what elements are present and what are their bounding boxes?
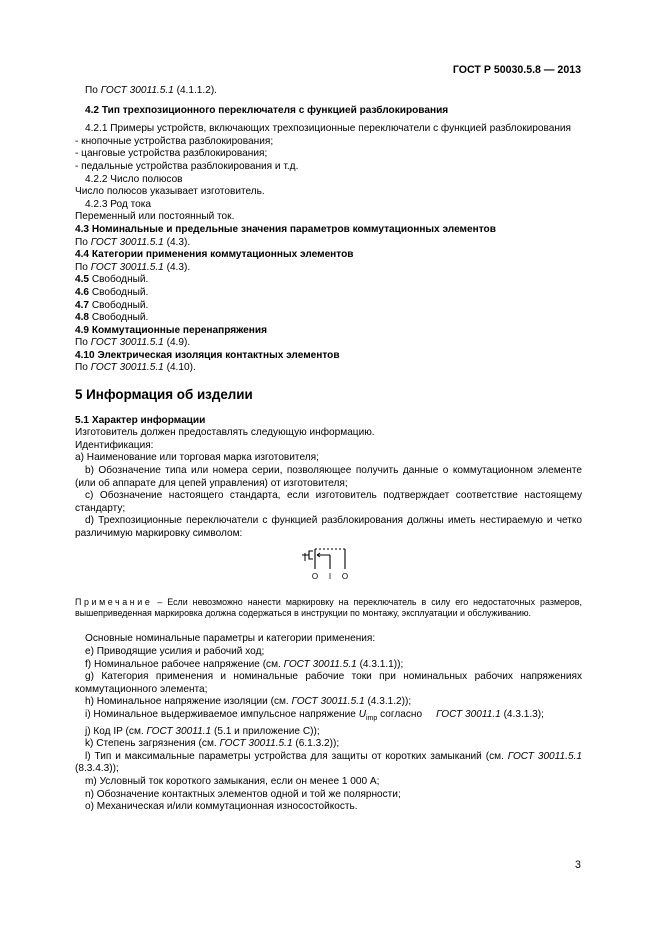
list-item-c: c) Обозначение настоящего стандарта, если изготовитель подтверждает соответствие настоящему стандарту; <box>75 490 582 514</box>
heading-4-3: 4.3 Номинальные и предельные значения параметров коммутационных элементов <box>75 223 496 235</box>
text: (4.3). <box>163 236 191 248</box>
list-item-f <box>75 659 582 672</box>
label-off-right: O <box>341 571 348 581</box>
list-item-i <box>75 709 582 726</box>
paragraph <box>75 237 582 250</box>
paragraph <box>75 262 582 275</box>
list-item-d: d) Трехпозиционные переключатели с функцией разблокирования должны иметь нестираемую и четко различимую маркировку символом: <box>75 515 582 539</box>
list-item-l <box>75 751 582 776</box>
push-button-icon <box>302 551 313 561</box>
paragraph: Идентификация: <box>75 439 154 451</box>
label-on: I <box>328 571 331 581</box>
list-item-e: e) Приводящие усилия и рабочий ход; <box>85 646 265 657</box>
text: l) Тип и максимальные параметры устройства для защиты от коротких замыканий (см. <box>85 750 508 762</box>
paragraph: Переменный или постоянный ток. <box>75 211 235 223</box>
paragraph <box>75 85 582 98</box>
text: Свободный. <box>89 312 149 324</box>
clause-number: 4.8 <box>75 312 90 324</box>
text: (6.1.3.2)); <box>292 738 340 750</box>
heading-4-2-3: 4.2.3 Род тока <box>85 198 152 210</box>
heading-4-2-2: 4.2.2 Число полюсов <box>85 173 183 185</box>
standard-reference: ГОСТ 30011.5.1 <box>291 696 365 708</box>
section-5-title: 5 Информация об изделии <box>75 387 253 403</box>
heading-5-1: 5.1 Характер информации <box>75 414 206 426</box>
paragraph: Число полюсов указывает изготовитель. <box>75 186 265 198</box>
paragraph-4-5 <box>75 274 582 287</box>
document-body <box>75 85 582 814</box>
text: согласно <box>377 708 437 720</box>
list-item: - педальные устройства разблокирования и т.д. <box>75 160 299 172</box>
text: Свободный. <box>89 274 149 286</box>
paragraph-4-7 <box>75 300 582 313</box>
subscript: imp <box>366 714 378 722</box>
list-item: - цанговые устройства разблокирования; <box>75 148 268 160</box>
standard-reference: ГОСТ 30011.5.1 <box>100 85 174 96</box>
paragraph-4-6 <box>75 287 582 300</box>
document-header: ГОСТ Р 50030.5.8 — 2013 <box>452 64 581 76</box>
clause-number: 4.7 <box>75 299 90 311</box>
standard-reference: ГОСТ 30011.5.1 <box>90 362 164 374</box>
text: По <box>75 337 91 349</box>
text: j) Код IP (см. <box>85 725 147 737</box>
text: По <box>75 261 91 273</box>
list-item-j <box>75 726 582 739</box>
list-item-n: n) Обозначение контактных элементов одной и той же полярности; <box>85 788 401 800</box>
standard-reference: ГОСТ 30011.5.1 <box>283 658 357 670</box>
text: i) Номинальное выдерживаемое импульсное напряжение <box>85 708 359 720</box>
text: h) Номинальное напряжение изоляции (см. <box>85 696 292 708</box>
standard-reference: ГОСТ 30011.1 <box>436 708 501 720</box>
list-item-a: a) Наименование или торговая марка изготовителя; <box>75 452 319 464</box>
text: (4.3). <box>163 261 191 273</box>
text: (4.1.1.2). <box>173 85 217 96</box>
page-number: 3 <box>575 859 581 871</box>
standard-reference: ГОСТ 30011.5.1 <box>90 236 164 248</box>
heading-4-4: 4.4 Категории применения коммутационных элементов <box>75 249 354 261</box>
heading-4-10: 4.10 Электрическая изоляция контактных элементов <box>75 349 340 361</box>
text: k) Степень загрязнения (см. <box>85 738 220 750</box>
standard-reference: ГОСТ 30011.5.1 <box>507 750 582 762</box>
list-item: - кнопочные устройства разблокирования; <box>75 135 274 147</box>
list-item-b: b) Обозначение типа или номера серии, позволяющее получить данные о коммутационном элементе (или об аппарате для цепей управления) от изготовителя; <box>75 465 582 489</box>
note-text: – Если невозможно нанести маркировку на переключатель в силу его недостаточных размеров, вышеприведенная маркировка должна содержаться в инструкции по монтажу, эксплуатации и обслуживанию. <box>75 596 582 618</box>
arrow-icon <box>317 553 330 557</box>
standard-reference: ГОСТ 30011.5.1 <box>90 337 164 349</box>
note-label: Примечание <box>75 596 153 607</box>
text: (4.3.1.2)); <box>364 696 412 708</box>
heading-4-2: 4.2 Тип трехпозиционного переключателя с функцией разблокирования <box>85 104 449 116</box>
list-item-g: g) Категория применения и номинальные рабочие токи при номинальных рабочих напряжениях коммутационного элемента; <box>75 671 582 695</box>
text: f) Номинальное рабочее напряжение (см. <box>85 658 284 670</box>
text: (4.9). <box>163 337 191 349</box>
list-item-o: o) Механическая и/или коммутационная износостойкость. <box>85 801 358 813</box>
paragraph: Изготовитель должен предоставлять следующую информацию. <box>75 427 375 439</box>
text: Свободный. <box>89 299 149 311</box>
paragraph <box>75 337 582 350</box>
text: По <box>75 236 91 248</box>
list-item-h <box>75 696 582 709</box>
standard-reference: ГОСТ 30011.1 <box>146 725 212 737</box>
paragraph: Основные номинальные параметры и категории применения: <box>85 633 376 645</box>
text: (5.1 и приложение C)); <box>211 725 320 737</box>
label-off-left: O <box>311 571 318 581</box>
standard-reference: ГОСТ 30011.5.1 <box>90 261 164 273</box>
note <box>75 597 582 620</box>
paragraph-4-2-1: 4.2.1 Примеры устройств, включающих трехпозиционные переключатели с функцией разблокирования <box>85 123 572 135</box>
list-item-m: m) Условный ток короткого замыкания, если он менее 1 000 А; <box>85 775 380 787</box>
text: По <box>75 362 91 374</box>
heading-4-9: 4.9 Коммутационные перенапряжения <box>75 324 267 336</box>
symbol-u: U <box>358 708 366 720</box>
text: (4.10). <box>163 362 196 374</box>
paragraph <box>75 362 582 375</box>
text: Свободный. <box>89 286 149 298</box>
text: По <box>85 85 101 96</box>
text: (4.3.1.3); <box>500 708 544 720</box>
text: (4.3.1.1)); <box>356 658 404 670</box>
list-item-k <box>75 738 582 751</box>
text: (8.3.4.3)); <box>75 763 119 775</box>
paragraph-4-8 <box>75 312 582 325</box>
standard-reference: ГОСТ 30011.5.1 <box>219 738 293 750</box>
clause-number: 4.6 <box>75 286 90 298</box>
three-position-switch-symbol <box>299 545 359 581</box>
clause-number: 4.5 <box>75 274 90 286</box>
